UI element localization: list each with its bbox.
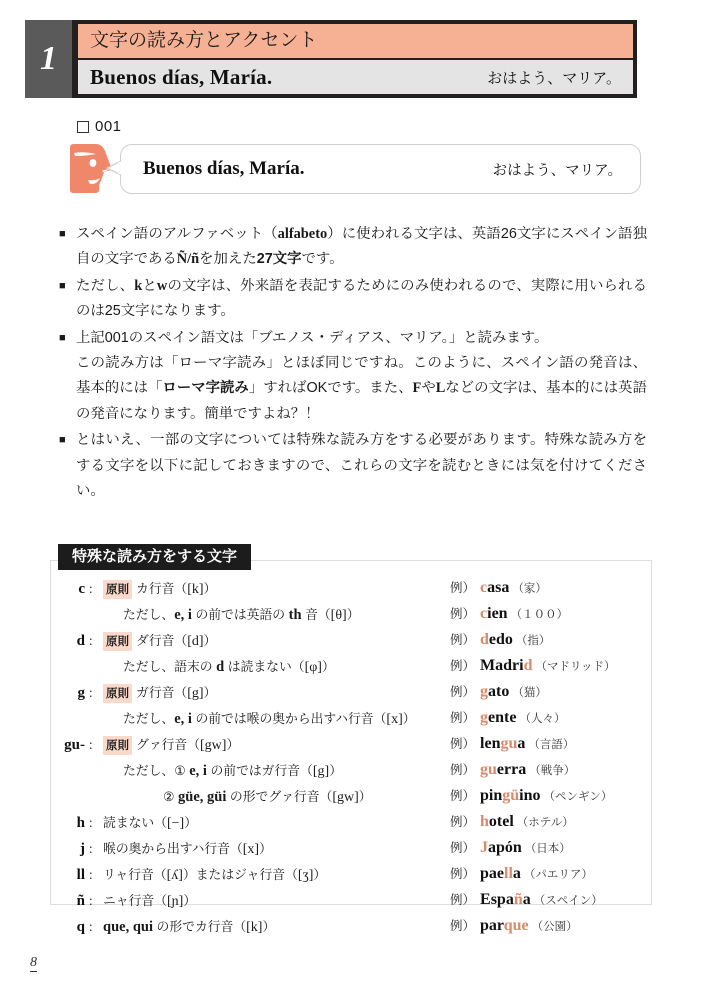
pronunciation-rule-row <box>63 786 450 812</box>
example-word-row <box>450 916 652 942</box>
pronunciation-rule-row <box>63 682 450 708</box>
rule-description: ② güe, güi の形でグァ行音（[gw]） <box>163 789 372 805</box>
pronunciation-rule-row <box>63 864 450 890</box>
example-word: guerra <box>480 761 527 778</box>
rule-colon: ： <box>88 920 101 934</box>
example-word: gente <box>480 709 517 726</box>
page-number: 8 <box>30 955 37 970</box>
example-label: 例） <box>450 581 476 595</box>
example-label: 例） <box>450 893 476 907</box>
example-label: 例） <box>450 841 476 855</box>
rule-letter: g <box>77 685 85 701</box>
note-text: ただし、kとwの文字は、外来語を表記するためにのみ使われるので、実際に用いられるのは25文字になります。 <box>76 277 647 320</box>
pronunciation-rule-row <box>63 812 450 838</box>
note-text: とはいえ、一部の文字については特殊な読み方をする必要があります。特殊な読み方をする文字を以下に記しておきますので、これらの文字を読むときには気を付けてください。 <box>76 432 647 500</box>
note-bullet-icon: ■ <box>59 434 66 447</box>
bubble-tail-icon <box>106 160 122 176</box>
body-note <box>59 428 647 504</box>
body-notes-list <box>59 222 647 505</box>
chapter-phrase-spanish: Buenos días, María. <box>90 64 273 89</box>
rule-colon: ： <box>88 582 101 596</box>
example-label: 例） <box>450 607 476 621</box>
example-gloss: （人々） <box>519 713 566 725</box>
example-word: lengua <box>480 735 526 752</box>
example-gloss: （家） <box>512 583 547 595</box>
example-label: 例） <box>450 789 476 803</box>
rule-description: グァ行音（[gw]） <box>136 737 240 753</box>
example-label: 例） <box>450 685 476 699</box>
rule-description: リャ行音（[ʎ]）またはジャ行音（[ʒ]） <box>103 867 327 883</box>
pronunciation-rule-row <box>63 708 450 734</box>
example-gloss: （マドリッド） <box>535 661 616 673</box>
example-word-row <box>450 838 652 864</box>
note-text: スペイン語のアルファベット（alfabeto）に使われる文字は、英語26文字にスペイン語独自の文字であるÑ/ñを加えた27文字です。 <box>76 226 647 268</box>
rule-colon: ： <box>88 816 101 830</box>
special-reading-panel-content <box>50 574 652 935</box>
example-words-column <box>450 574 652 934</box>
rule-letter: q <box>76 919 85 935</box>
rule-colon: ： <box>88 894 101 908</box>
pronunciation-rules-column <box>50 574 450 935</box>
note-bullet-icon: ■ <box>59 331 66 344</box>
audio-track-marker <box>77 118 122 135</box>
dialogue-block <box>66 143 641 195</box>
rule-colon: ： <box>88 868 101 882</box>
rule-description: 喉の奥から出すハ行音（[x]） <box>103 841 272 857</box>
rule-colon: ： <box>88 634 101 648</box>
example-label: 例） <box>450 815 476 829</box>
example-word-row <box>450 578 652 604</box>
rule-description: 読まない（[−]） <box>103 815 198 831</box>
example-label: 例） <box>450 659 476 673</box>
rule-description: ガ行音（[g]） <box>136 685 217 701</box>
rule-letter: c <box>78 581 85 597</box>
pronunciation-rule-row <box>63 656 450 682</box>
chapter-number-badge: 1 <box>25 20 72 98</box>
example-word: cien <box>480 605 508 622</box>
example-word: hotel <box>480 813 514 830</box>
example-word-row <box>450 604 652 630</box>
example-word-row <box>450 708 652 734</box>
body-note <box>59 326 647 428</box>
rule-letter: d <box>76 633 85 649</box>
body-note <box>59 222 647 273</box>
example-label: 例） <box>450 737 476 751</box>
rule-description: que, qui の形でカ行音（[k]） <box>103 919 276 935</box>
chapter-header <box>25 20 637 98</box>
chapter-title-bars <box>72 20 637 98</box>
pronunciation-rule-row <box>63 630 450 656</box>
rule-letter: j <box>80 841 85 857</box>
pronunciation-rule-row <box>63 838 450 864</box>
example-word: parque <box>480 917 529 934</box>
chapter-phrase-band <box>78 60 633 94</box>
rule-description: カ行音（[k]） <box>136 581 217 597</box>
rule-letter: gu- <box>64 737 85 753</box>
example-gloss: （公園） <box>531 921 578 933</box>
dialogue-spanish: Buenos días, María. <box>143 158 305 179</box>
pronunciation-rule-row <box>63 578 450 604</box>
rule-colon: ： <box>88 686 101 700</box>
example-word-row <box>450 656 652 682</box>
rule-letter: ñ <box>76 893 85 909</box>
example-label: 例） <box>450 919 476 933</box>
example-word: pingüino <box>480 787 541 804</box>
rule-colon: ： <box>88 842 101 856</box>
rule-letter: ll <box>76 867 85 883</box>
example-label: 例） <box>450 633 476 647</box>
pronunciation-rule-row <box>63 604 450 630</box>
example-gloss: （スペイン） <box>533 895 603 907</box>
rule-description: ただし、e, i の前では喉の奥から出すハ行音（[x]） <box>123 711 416 727</box>
example-label: 例） <box>450 763 476 777</box>
example-word: España <box>480 891 531 908</box>
principle-tag: 原則 <box>103 684 132 703</box>
example-word-row <box>450 630 652 656</box>
example-word-row <box>450 890 652 916</box>
example-gloss: （言語） <box>528 739 575 751</box>
pronunciation-rule-row <box>63 916 450 942</box>
example-word-row <box>450 864 652 890</box>
principle-tag: 原則 <box>103 736 132 755</box>
example-gloss: （戦争） <box>529 765 576 777</box>
note-bullet-icon: ■ <box>59 279 66 292</box>
example-word: paella <box>480 865 521 882</box>
rule-description: ただし、e, i の前では英語の th 音（[θ]） <box>123 607 360 623</box>
dialogue-bubble <box>120 144 641 194</box>
example-gloss: （指） <box>515 635 551 647</box>
principle-tag: 原則 <box>103 580 132 599</box>
example-word: casa <box>480 579 510 596</box>
example-gloss: （日本） <box>524 843 571 855</box>
rule-description: ただし、① e, i の前ではガ行音（[g]） <box>123 763 342 779</box>
pronunciation-rule-row <box>63 760 450 786</box>
rule-letter: h <box>76 815 85 831</box>
dialogue-japanese: おはよう、マリア。 <box>492 162 622 179</box>
body-note <box>59 274 647 325</box>
rule-description: ただし、語末の d は読まない（[φ]） <box>123 659 335 675</box>
principle-tag: 原則 <box>103 632 132 651</box>
example-word-row <box>450 786 652 812</box>
chapter-phrase-japanese: おはよう、マリア。 <box>487 69 621 87</box>
special-reading-panel-title: 特殊な読み方をする文字 <box>58 544 251 570</box>
example-label: 例） <box>450 711 476 725</box>
note-bullet-icon: ■ <box>59 228 66 240</box>
example-word-row <box>450 760 652 786</box>
example-word: Japón <box>480 839 522 856</box>
example-word-row <box>450 812 652 838</box>
example-word-row <box>450 734 652 760</box>
audio-track-number: 001 <box>95 118 122 135</box>
example-label: 例） <box>450 867 476 881</box>
example-gloss: （猫） <box>512 687 547 699</box>
example-word: dedo <box>480 631 513 648</box>
example-gloss: （パエリア） <box>523 869 593 881</box>
example-word: Madrid <box>480 657 533 674</box>
example-gloss: （ホテル） <box>516 817 574 829</box>
rule-colon: ： <box>88 738 101 752</box>
rule-description: ダ行音（[d]） <box>136 633 217 649</box>
example-gloss: （１００） <box>510 609 569 621</box>
pronunciation-rule-row <box>63 890 450 916</box>
rule-description: ニャ行音（[ɲ]） <box>103 893 197 909</box>
example-word-row <box>450 682 652 708</box>
example-word: gato <box>480 683 510 700</box>
checkbox-square-icon[interactable] <box>77 121 89 133</box>
example-gloss: （ペンギン） <box>543 791 613 803</box>
chapter-topic: 文字の読み方とアクセント <box>78 24 633 58</box>
note-text: 上記001のスペイン語文は「ブエノス・ディアス、マリア。」と読みます。 この読み方は「ローマ字読み」とほぼ同じですね。このように、スペイン語の発音は、基本的には「ローマ字読み」すればOKです。また、FやLなどの文字は、基本的には英語の発音になります。簡単ですよね？！ <box>76 329 647 422</box>
pronunciation-rule-row <box>63 734 450 760</box>
